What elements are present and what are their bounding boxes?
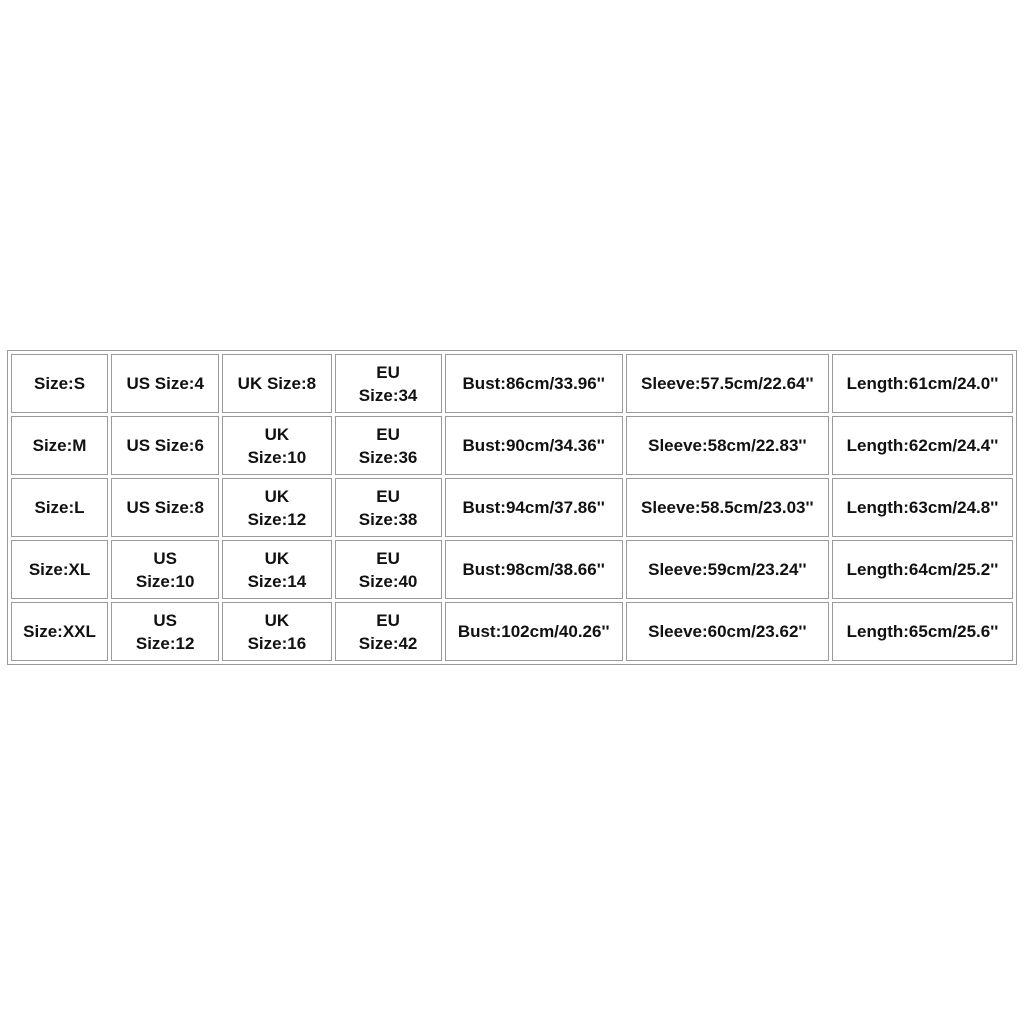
size-chart-table — [7, 350, 1017, 665]
size-cell: Size:L — [11, 478, 108, 537]
bust-cell: Bust:98cm/38.66'' — [445, 540, 623, 599]
uk-size-cell: UK Size:16 — [222, 602, 331, 661]
size-cell: Size:XXL — [11, 602, 108, 661]
us-size-cell: US Size:12 — [111, 602, 219, 661]
bust-cell: Bust:102cm/40.26'' — [445, 602, 623, 661]
size-cell: Size:M — [11, 416, 108, 475]
us-size-cell: US Size:10 — [111, 540, 219, 599]
bust-cell: Bust:94cm/37.86'' — [445, 478, 623, 537]
eu-size-cell: EU Size:40 — [335, 540, 442, 599]
us-size-cell: US Size:4 — [111, 354, 219, 413]
size-row-s — [11, 354, 1013, 413]
uk-size-cell: UK Size:14 — [222, 540, 331, 599]
size-row-xl — [11, 540, 1013, 599]
length-cell: Length:64cm/25.2'' — [832, 540, 1013, 599]
sleeve-cell: Sleeve:58cm/22.83'' — [626, 416, 829, 475]
eu-size-cell: EU Size:42 — [335, 602, 442, 661]
uk-size-cell: UK Size:12 — [222, 478, 331, 537]
size-cell: Size:XL — [11, 540, 108, 599]
bust-cell: Bust:90cm/34.36'' — [445, 416, 623, 475]
uk-size-cell: UK Size:10 — [222, 416, 331, 475]
us-size-cell: US Size:8 — [111, 478, 219, 537]
size-row-l — [11, 478, 1013, 537]
sleeve-cell: Sleeve:58.5cm/23.03'' — [626, 478, 829, 537]
eu-size-cell: EU Size:36 — [335, 416, 442, 475]
length-cell: Length:65cm/25.6'' — [832, 602, 1013, 661]
length-cell: Length:61cm/24.0'' — [832, 354, 1013, 413]
length-cell: Length:62cm/24.4'' — [832, 416, 1013, 475]
size-row-xxl — [11, 602, 1013, 661]
uk-size-cell: UK Size:8 — [222, 354, 331, 413]
us-size-cell: US Size:6 — [111, 416, 219, 475]
size-cell: Size:S — [11, 354, 108, 413]
eu-size-cell: EU Size:38 — [335, 478, 442, 537]
length-cell: Length:63cm/24.8'' — [832, 478, 1013, 537]
sleeve-cell: Sleeve:59cm/23.24'' — [626, 540, 829, 599]
sleeve-cell: Sleeve:60cm/23.62'' — [626, 602, 829, 661]
eu-size-cell: EU Size:34 — [335, 354, 442, 413]
sleeve-cell: Sleeve:57.5cm/22.64'' — [626, 354, 829, 413]
size-row-m — [11, 416, 1013, 475]
bust-cell: Bust:86cm/33.96'' — [445, 354, 623, 413]
